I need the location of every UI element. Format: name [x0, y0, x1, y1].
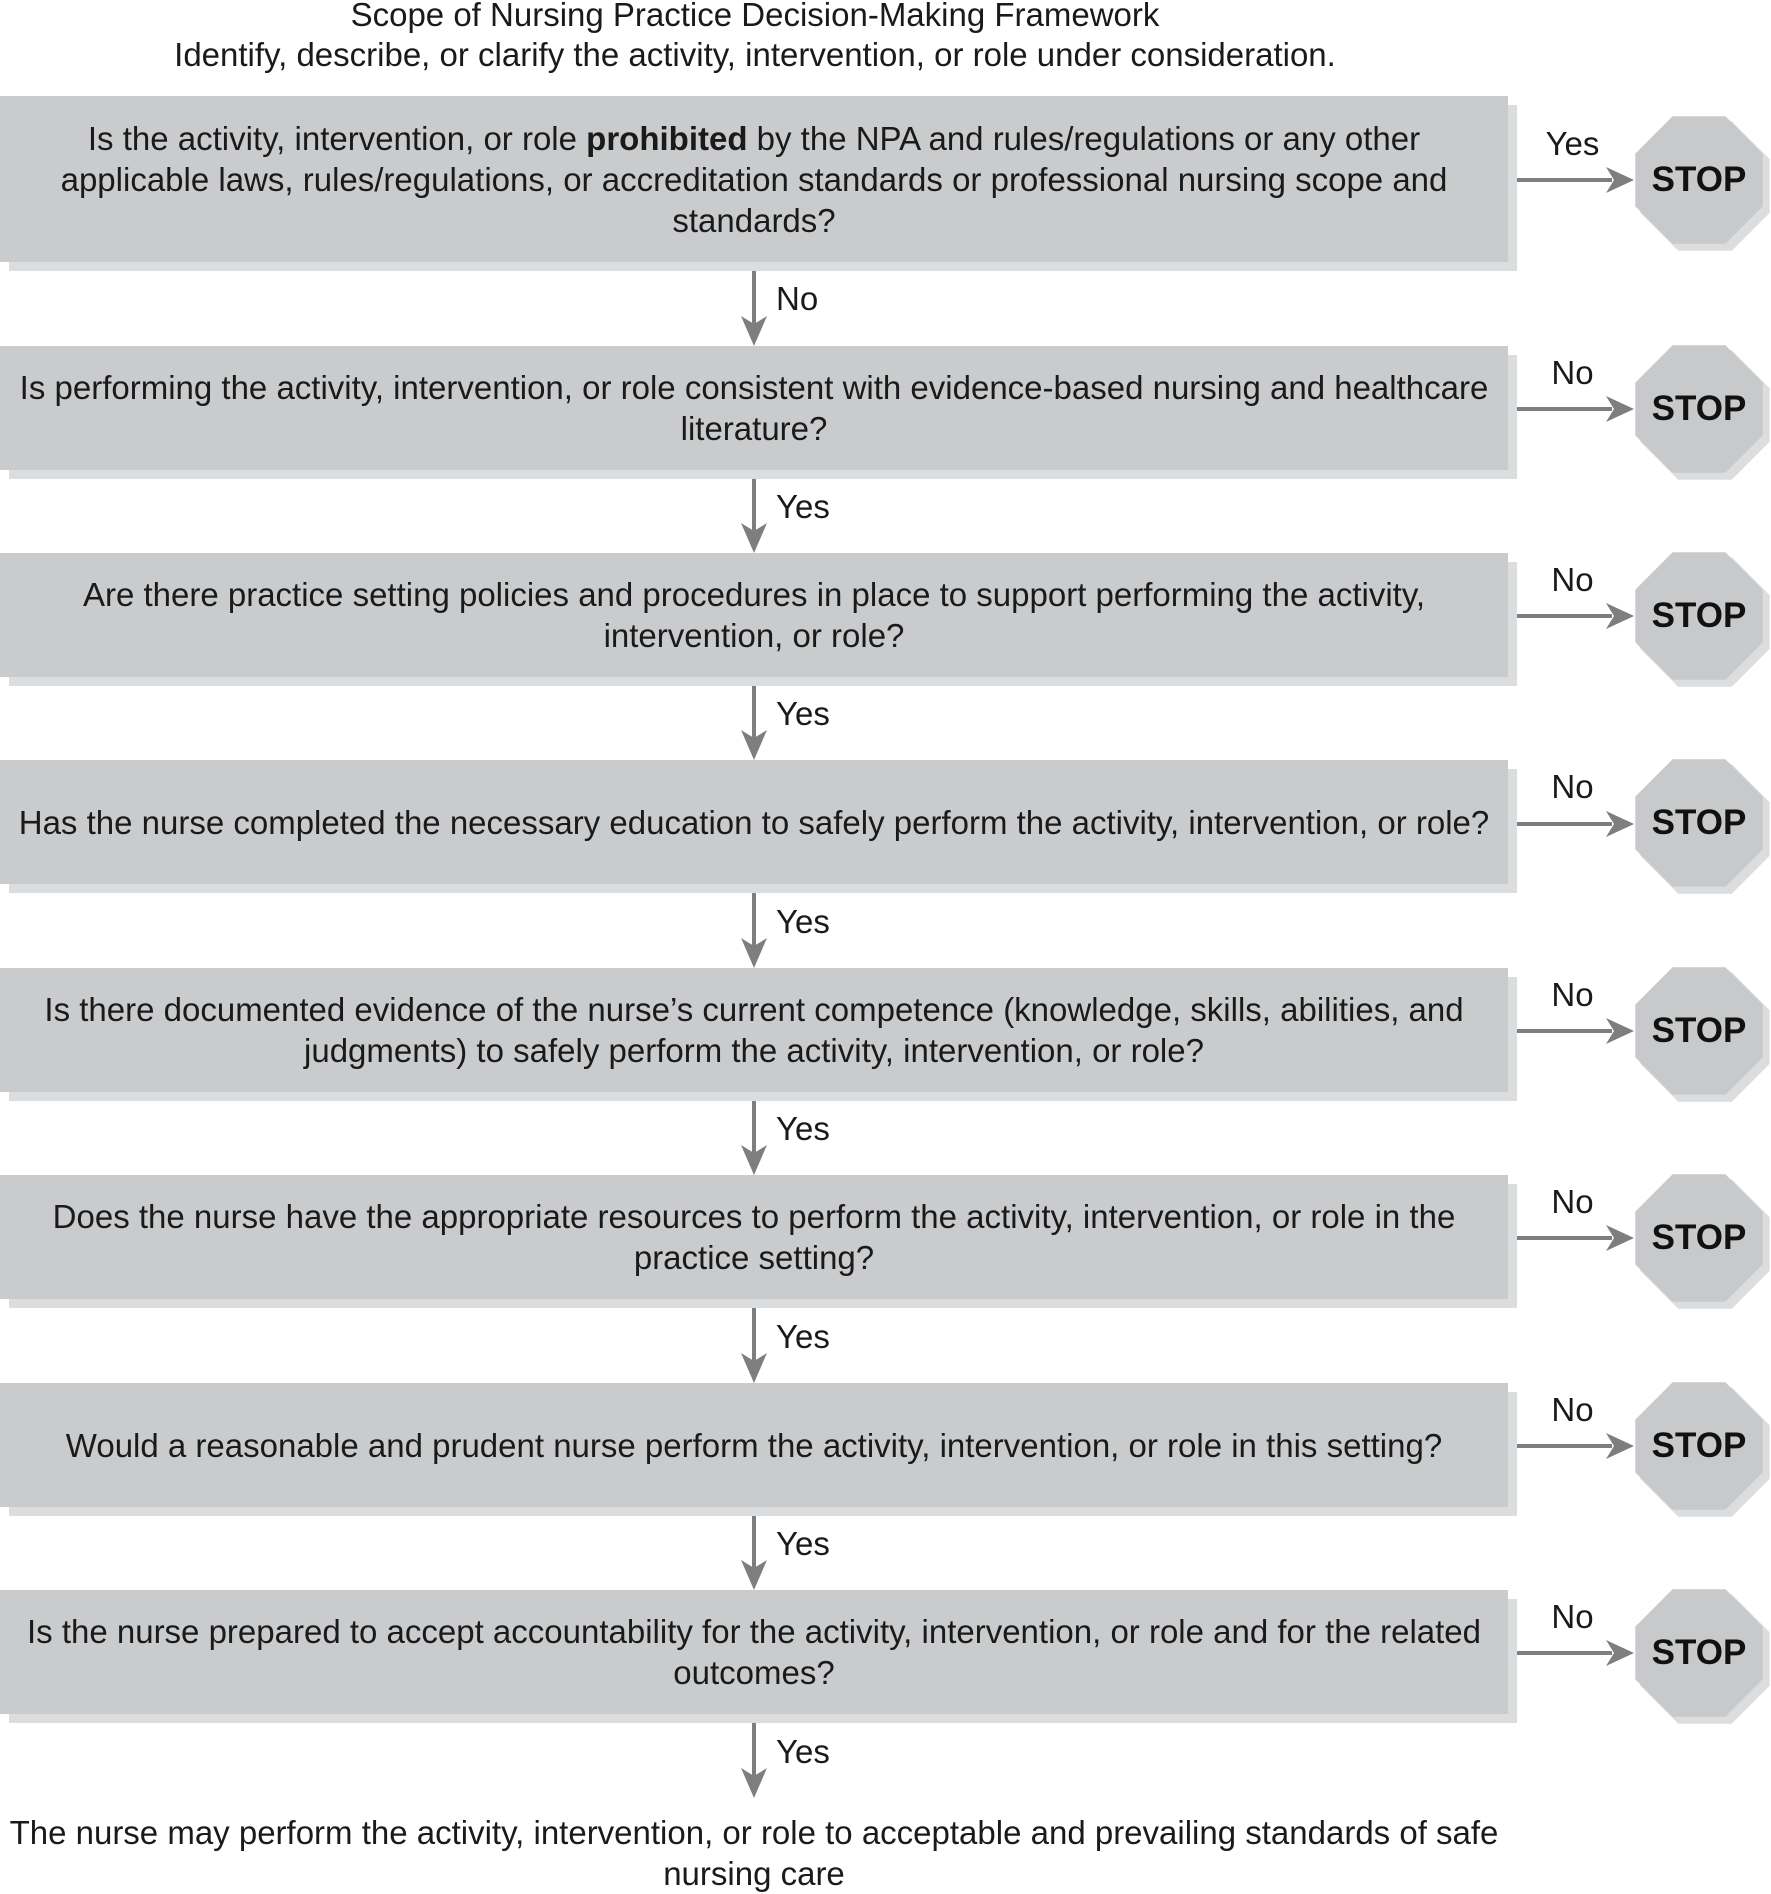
question-box-evidence [0, 346, 1508, 470]
stop-sign: STOP [1634, 344, 1764, 474]
stop-sign: STOP [1634, 1588, 1764, 1718]
stop-sign: STOP [1634, 758, 1764, 888]
question-box-resources [0, 1175, 1508, 1299]
flow-label: Yes [776, 695, 830, 732]
flow-label: Yes [776, 1318, 830, 1355]
stop-sign: STOP [1634, 1381, 1764, 1511]
question-box-policies [0, 553, 1508, 677]
branch-label: No [1551, 768, 1594, 805]
flow-label: Yes [776, 903, 830, 940]
question-text: Is the activity, intervention, or role prohibited by the NPA and rules/regulations or any other applicable laws, rules/regulations, or accreditation standards or professional nursing scope and standards? [60, 119, 1448, 239]
branch-label: Yes [1545, 125, 1600, 162]
diagram-title: Scope of Nursing Practice Decision-Making Framework [350, 0, 1160, 33]
question-text: Is there documented evidence of the nurse’s current competence (knowledge, skills, abilities, and judgments) to safely perform the activity, intervention, or role? [44, 991, 1464, 1069]
question-box-competence [0, 968, 1508, 1092]
stop-sign: STOP [1634, 115, 1764, 245]
question-text: Is the nurse prepared to accept accountability for the activity, intervention, or role and for the related outcomes? [26, 1613, 1482, 1691]
stop-sign: STOP [1634, 1173, 1764, 1303]
question-text: Does the nurse have the appropriate resources to perform the activity, intervention, or role in the practice setting? [52, 1198, 1456, 1276]
flow-label: Yes [776, 1525, 830, 1562]
question-box-accountability [0, 1590, 1508, 1714]
flow-label: Yes [776, 1110, 830, 1147]
branch-label: No [1551, 1598, 1594, 1635]
question-text: Has the nurse completed the necessary education to safely perform the activity, intervention, or role? [18, 803, 1490, 841]
branch-label: No [1551, 976, 1594, 1013]
question-box-prohibited [0, 96, 1508, 262]
stop-sign: STOP [1634, 966, 1764, 1096]
flow-label: Yes [776, 1733, 830, 1770]
flow-label: No [776, 280, 819, 317]
branch-label: No [1551, 1183, 1594, 1220]
question-box-prudent-nurse [0, 1383, 1508, 1507]
stop-sign: STOP [1634, 551, 1764, 681]
branch-label: No [1551, 354, 1594, 391]
question-box-education [0, 760, 1508, 884]
question-text: Would a reasonable and prudent nurse perform the activity, intervention, or role in this setting? [65, 1426, 1443, 1464]
flow-label: Yes [776, 488, 830, 525]
emphasis-prohibited: prohibited [586, 119, 748, 157]
branch-label: No [1551, 1391, 1594, 1428]
question-text: Are there practice setting policies and procedures in place to support performing the activity, intervention, or role? [82, 576, 1426, 654]
diagram-subtitle: Identify, describe, or clarify the activity, intervention, or role under consideration. [174, 36, 1336, 73]
conclusion-text: The nurse may perform the activity, intervention, or role to acceptable and prevailing standards of safe nursing care [9, 1814, 1499, 1892]
branch-label: No [1551, 561, 1594, 598]
question-text: Is performing the activity, intervention, or role consistent with evidence-based nursing and healthcare literature? [19, 369, 1489, 447]
